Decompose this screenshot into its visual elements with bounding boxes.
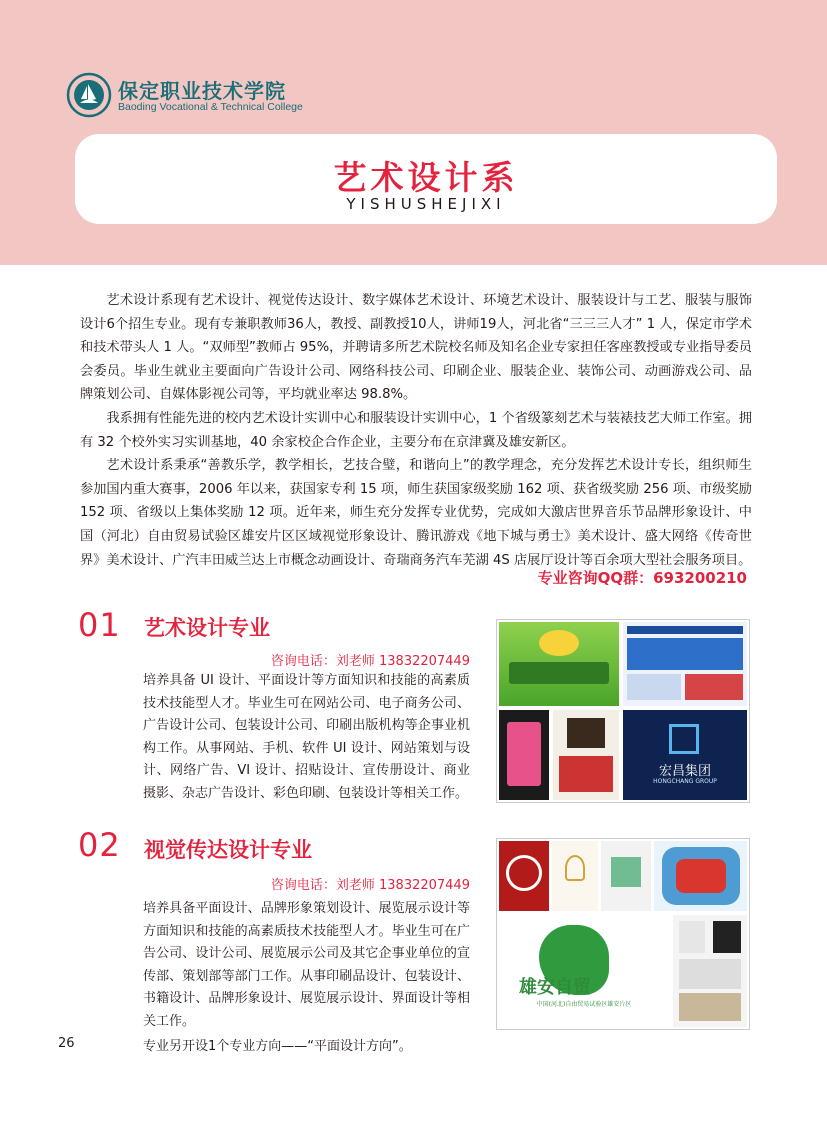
- section-number: 02: [78, 826, 121, 864]
- page-title-pinyin: YISHUSHEJIXI: [346, 195, 506, 213]
- section-body: 培养具备平面设计、品牌形象策划设计、展览展示设计等方面知识和技能的高素质技术技能型人才。毕业生可在广告公司、设计公司、展览展示公司及其它企事业单位的宣传部、策划部等部门工作。从事印刷品设计、包装设计、书籍设计、品牌形象设计、展览展示设计、界面设计等相关工作。: [143, 901, 470, 1029]
- section-body: 培养具备 UI 设计、平面设计等方面知识和技能的高素质技术技能型人才。毕业生可在网站公司、电子商务公司、广告设计公司、包装设计公司、印刷出版机构等企事业机构工作。从事网站、手机、软件 UI 设计、网站策划与设计、网络广告、VI 设计、招贴设计、宣传册设计、商业摄影、杂志广告设计、彩色印刷、包装设计等相关工作。: [143, 673, 470, 801]
- gallery-image: [673, 915, 747, 1027]
- gallery-image: [499, 622, 619, 706]
- gallery-image: [499, 915, 669, 1027]
- contact-phone: 咨询电话：刘老师 13832207449: [270, 654, 470, 669]
- gallery-caption: 宏昌集团: [658, 764, 711, 779]
- page-number: 26: [58, 1036, 75, 1051]
- gallery-caption: 雄安自贸: [519, 977, 591, 998]
- title-card: [75, 134, 777, 224]
- header-band: [0, 0, 827, 265]
- gallery-image: [623, 710, 747, 800]
- intro-paragraph: 我系拥有性能先进的校内艺术设计实训中心和服装设计实训中心，1 个省级篆刻艺术与装裱技艺大师工作室。拥有 32 个校外实习实训基地，40 余家校企合作企业，主要分布在京津冀及雄安新区。: [80, 410, 752, 450]
- gallery-image: [552, 841, 598, 911]
- intro-paragraph: 艺术设计系秉承“善教乐学，教学相长，艺技合璧，和谐向上”的教学理念，充分发挥艺术设计专长，组织师生参加国内重大赛事，2006 年以来，获国家专利 15 项，师生获国家级奖励 162 项、获省级奖励 256 项、市级奖励 152 项、省级以上集体奖励 12 项。近年来，师生充分发挥专业优势，完成如大激店世界音乐节品牌形象设计、中国（河北）自由贸易试验区雄安片区区域视觉形象设计、腾讯游戏《地下城与勇士》美术设计、盛大网络《传奇世界》美术设计、广汽丰田威兰达上市概念动画设计、奇瑞商务汽车芜湖 4S 店展厅设计等百余项大型社会服务项目。: [80, 458, 752, 568]
- gallery-image: [654, 841, 747, 911]
- section-note: 专业另开设1个专业方向——“平面设计方向”。: [143, 1038, 412, 1054]
- visual-design-gallery: [496, 838, 750, 1030]
- section-title: 视觉传达设计专业: [144, 838, 312, 862]
- college-logo: [66, 72, 112, 118]
- intro-paragraph: 艺术设计系现有艺术设计、视觉传达设计、数字媒体艺术设计、环境艺术设计、服装设计与工艺、服装与服饰设计6个招生专业。现有专兼职教师36人，教授、副教授10人，讲师19人，河北省“三三三人才” 1 人，保定市学术和技术带头人 1 人。“双师型”教师占 95%，并聘请多所艺术院校名师及知名企业专家担任客座教授或专业指导委员会委员。毕业生就业主要面向广告设计公司、网络科技公司、印刷企业、服装企业、装饰公司、动画游戏公司、品牌策划公司、自媒体影视公司等，平均就业率达 98.8%。: [80, 293, 752, 403]
- gallery-caption: 中国(河北)自由贸易试验区雄安片区: [536, 1001, 632, 1008]
- gallery-image: [499, 841, 549, 911]
- contact-phone: 咨询电话：刘老师 13832207449: [270, 878, 470, 893]
- section-number: 01: [78, 606, 121, 644]
- gallery-image: [623, 622, 747, 706]
- section-body-wrap: [143, 898, 470, 1058]
- gallery-image: [499, 710, 549, 800]
- school-name-cn: 保定职业技术学院: [118, 79, 286, 103]
- intro-text: [80, 289, 752, 572]
- gallery-image: [553, 710, 619, 800]
- section-title: 艺术设计专业: [144, 616, 270, 640]
- art-design-gallery: [496, 619, 750, 803]
- school-name-en: Baoding Vocational & Technical College: [118, 101, 303, 113]
- gallery-image: [601, 841, 651, 911]
- qq-group: 专业咨询QQ群：693200210: [537, 569, 747, 587]
- page-title: 艺术设计系: [333, 158, 519, 197]
- gallery-caption: HONGCHANG GROUP: [653, 778, 717, 785]
